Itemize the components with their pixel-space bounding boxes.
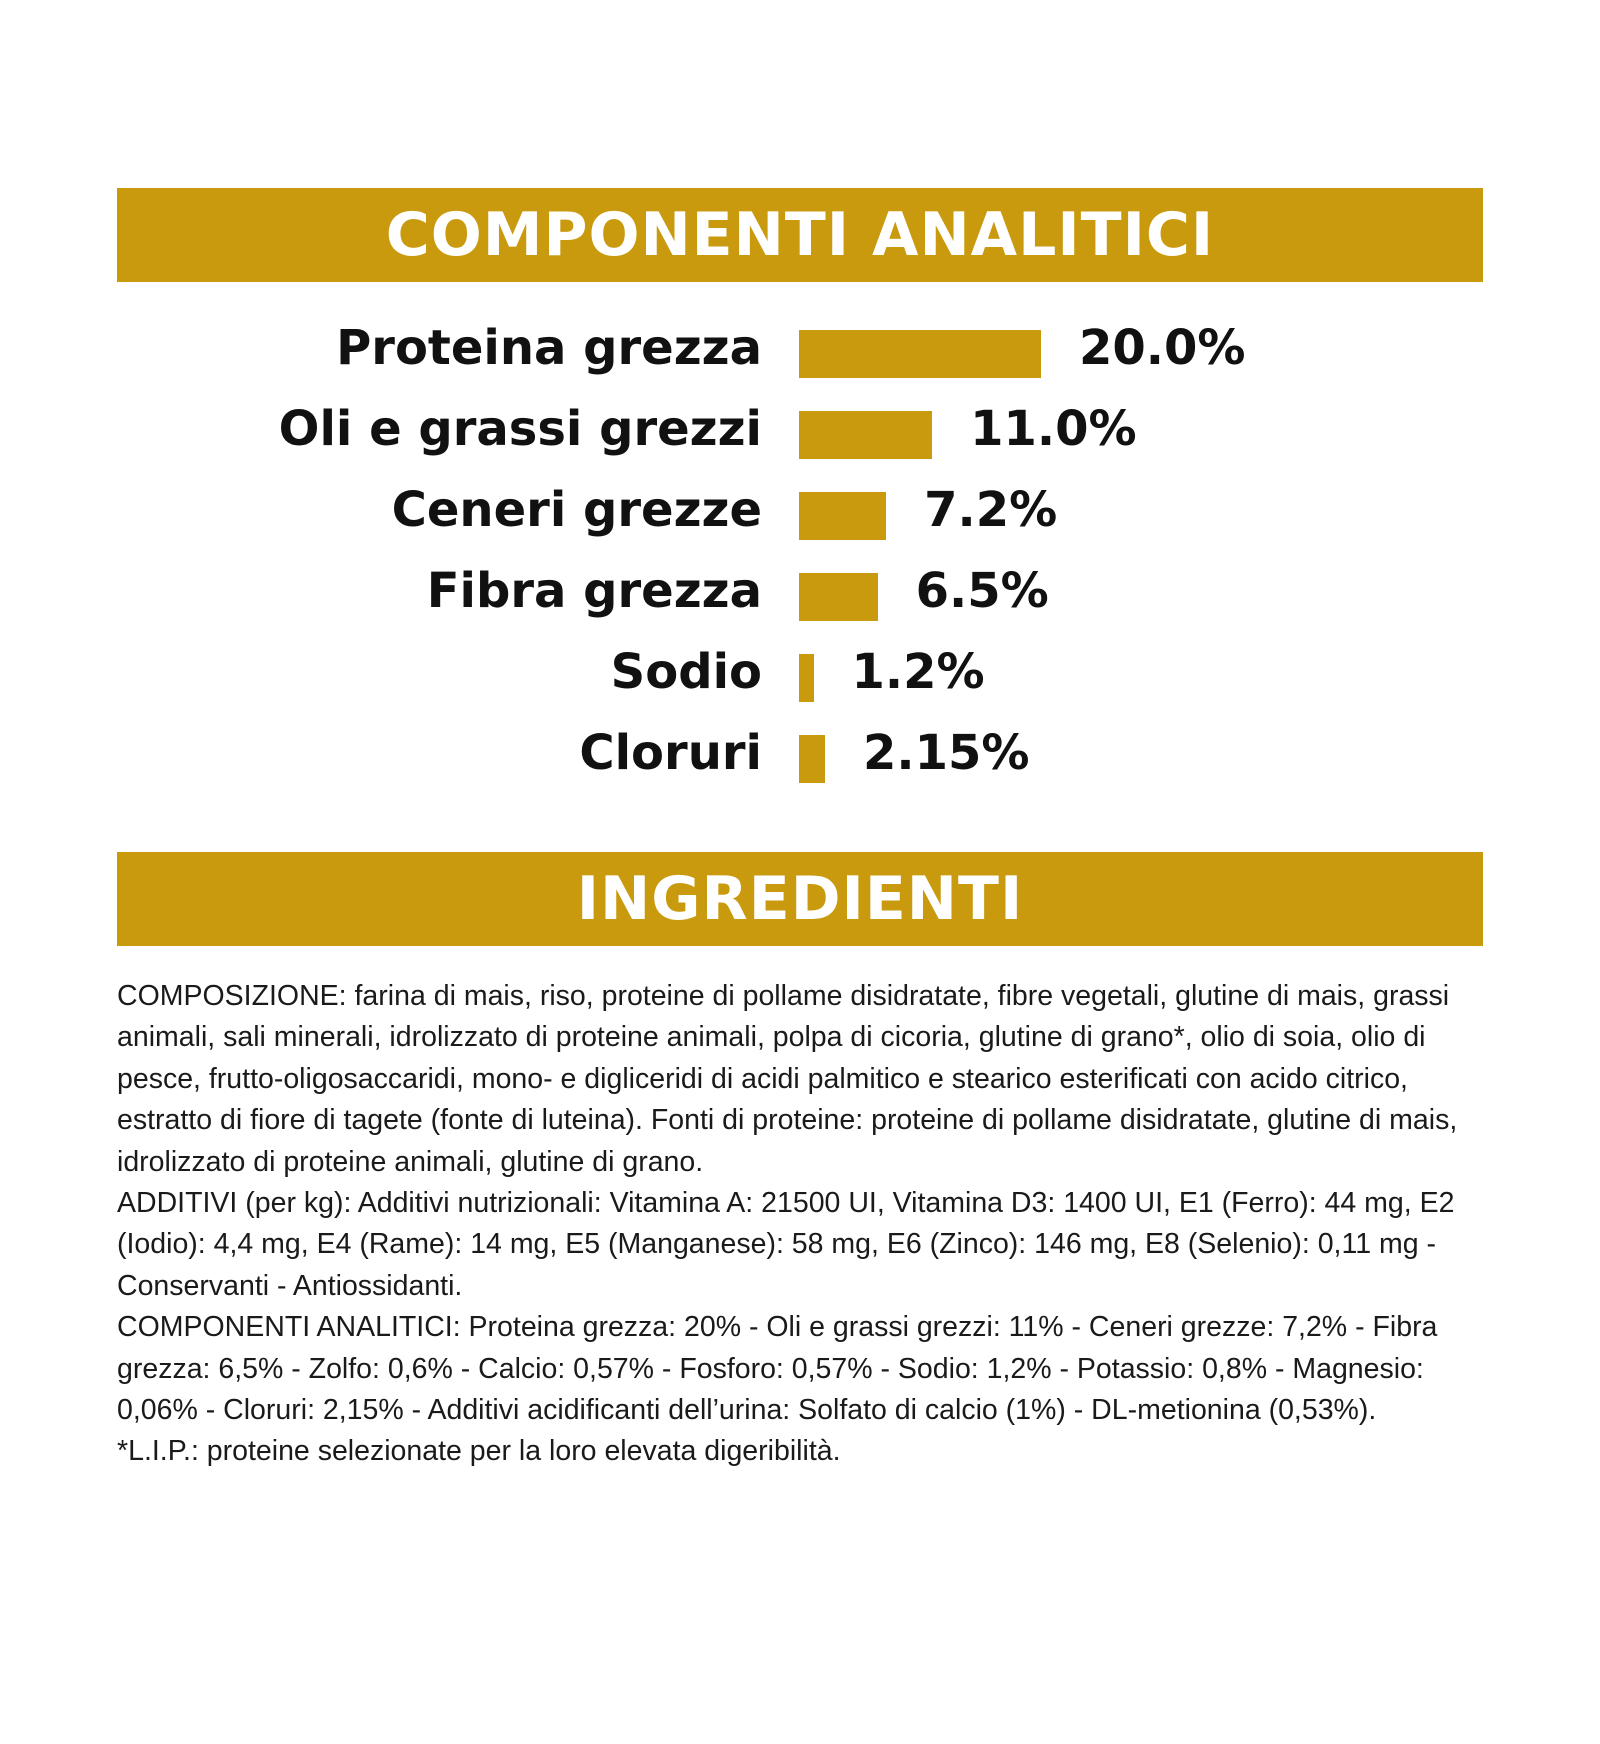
analytic-row-value: 6.5% [915,563,1049,619]
ingredients-title: INGREDIENTI [576,864,1024,934]
ingredients-banner [117,852,1483,946]
analytic-row [0,318,1600,378]
analytic-row-value: 1.2% [851,644,985,700]
analytic-row-label: Fibra grezza [426,563,762,619]
analytic-row-value: 7.2% [924,482,1058,538]
analytic-row [0,642,1600,702]
analytic-row [0,723,1600,783]
analytic-row-bar [799,411,932,459]
analytic-row-label: Sodio [610,644,762,700]
analytic-row [0,480,1600,540]
analytic-row-label: Proteina grezza [336,320,762,376]
analytic-components-paragraph: COMPONENTI ANALITICI: Proteina grezza: 20% - Oli e grassi grezzi: 11% - Ceneri grezze: 7,2% - Fibra grezza: 6,5% - Zolfo: 0,6% - Calcio: 0,57% - Fosforo: 0,57% - Sodio: 1,2% - Potassio: 0,8% - Magnesio: 0,06% - Cloruri: 2,15% - Additivi acidificanti dell’urina: Solfato di calcio (1%) - DL-metionina (0,53%). [117,1311,1438,1427]
analytic-row-bar [799,573,878,621]
analytic-row-bar [799,735,825,783]
analytic-row-bar [799,654,814,702]
analytic-row-bar [799,330,1041,378]
analytic-row-label: Ceneri grezze [391,482,762,538]
composition-paragraph: COMPOSIZIONE: farina di mais, riso, proteine di pollame disidratate, fibre vegetali, glutine di mais, grassi animali, sali minerali, idrolizzato di proteine animali, polpa di cicoria, glutine di grano*, olio di soia, olio di pesce, frutto-oligosaccaridi, mono- e digliceridi di acidi palmitico e stearico esterificati con acido citrico, estratto di fiore di tagete (fonte di luteina). Fonti di proteine: proteine di pollame disidratate, glutine di mais, idrolizzato di proteine animali, glutine di grano. [117,980,1458,1178]
analytic-row-bar [799,492,886,540]
analytic-components-title: COMPONENTI ANALITICI [385,200,1215,270]
analytic-row-value: 2.15% [863,725,1030,781]
ingredients-text [117,976,1483,1473]
analytic-row-label: Oli e grassi grezzi [278,401,762,457]
lip-footnote: *L.I.P.: proteine selezionate per la loro elevata digeribilità. [117,1435,841,1468]
analytic-row-value: 11.0% [970,401,1137,457]
analytic-row [0,399,1600,459]
analytic-row-value: 20.0% [1079,320,1246,376]
analytic-row-label: Cloruri [579,725,762,781]
analytic-components-banner [117,188,1483,282]
analytic-row [0,561,1600,621]
additives-paragraph: ADDITIVI (per kg): Additivi nutrizionali: Vitamina A: 21500 UI, Vitamina D3: 1400 UI, E1 (Ferro): 44 mg, E2 (Iodio): 4,4 mg, E4 (Rame): 14 mg, E5 (Manganese): 58 mg, E6 (Zinco): 146 mg, E8 (Selenio): 0,11 mg - Conservanti - Antiossidanti. [117,1187,1455,1302]
